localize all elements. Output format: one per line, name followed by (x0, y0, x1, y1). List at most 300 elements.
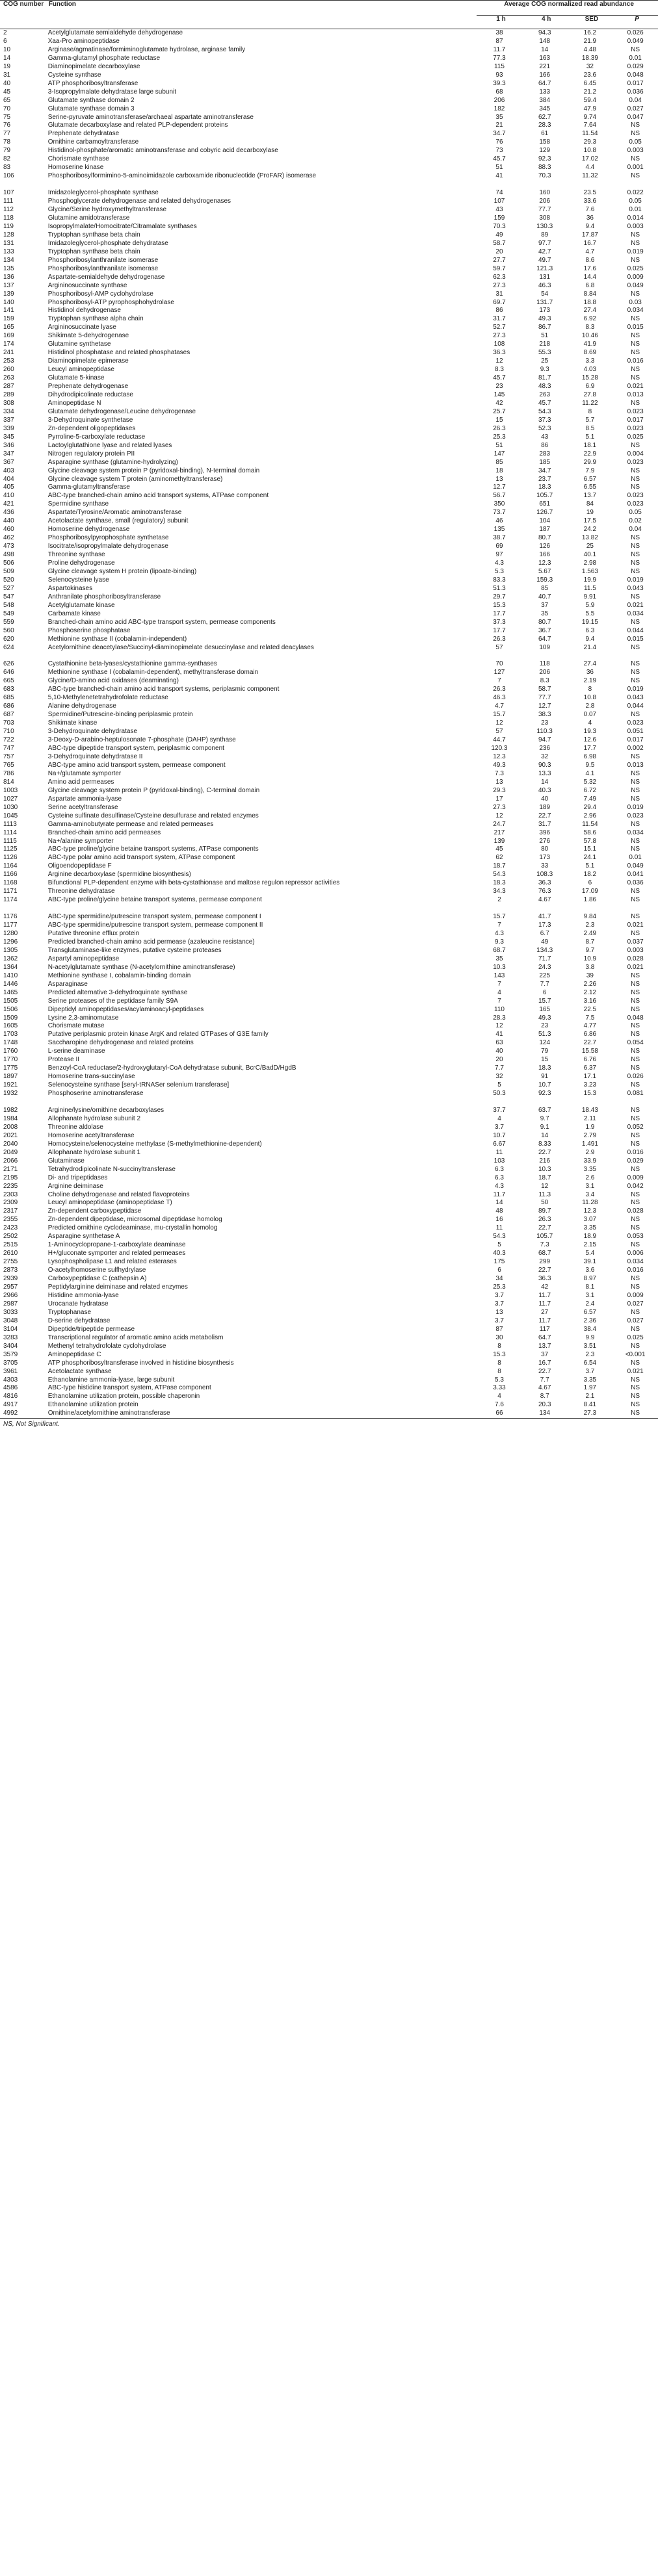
cell-1h: 97 (495, 551, 503, 559)
table-body (0, 29, 658, 1419)
table-row (0, 821, 658, 829)
cell-sed: 3.8 (585, 963, 595, 971)
cell-function: Branched-chain amino acid ABC-type transport system, permease components (47, 618, 276, 626)
cell-function: Acetylglutamate semialdehyde dehydrogenase (47, 29, 183, 36)
cell-function: D-serine dehydratase (47, 1317, 111, 1324)
table-row (0, 610, 658, 619)
cell-p: 0.021 (627, 383, 644, 391)
table-row (0, 644, 658, 661)
cell-function: Homocysteine/selenocysteine methylase (S-methylmethionine-dependent) (47, 1140, 262, 1148)
cell-sed: 2.36 (583, 1317, 597, 1324)
cell-4h: 13.3 (538, 769, 551, 777)
table-row (0, 694, 658, 702)
cell-function: Histidinol dehydrogenase (47, 307, 121, 315)
cell-4h: 89.7 (538, 1207, 551, 1215)
cell-cog: 722 (3, 736, 14, 744)
cell-cog: 334 (3, 407, 14, 415)
cell-4h: 131 (539, 273, 551, 281)
cell-function: ABC-type spermidine/putrescine transport system, permease component I (47, 913, 261, 921)
table-row (0, 1166, 658, 1174)
table-row (0, 711, 658, 719)
cell-p: NS (631, 997, 640, 1005)
cell-cog: 2423 (3, 1224, 18, 1232)
table-row (0, 745, 658, 753)
cell-1h: 350 (494, 500, 505, 508)
cell-sed: 2.3 (585, 1350, 595, 1358)
cell-function: Phosphoribosyl-AMP cyclohydrolase (47, 290, 153, 298)
cell-1h: 43 (495, 206, 503, 214)
table-row (0, 947, 658, 955)
table-row (0, 231, 658, 240)
cell-1h: 44.7 (493, 736, 506, 744)
cell-4h: 345 (539, 105, 551, 112)
cell-p: 0.004 (627, 450, 644, 457)
cell-4h: 20.3 (538, 1401, 551, 1409)
cell-1h: 63 (495, 1039, 503, 1047)
cell-1h: 35 (495, 955, 503, 962)
cell-4h: 49 (541, 938, 549, 946)
table-row (0, 1224, 658, 1233)
cell-p: 0.052 (627, 1123, 644, 1131)
table-row (0, 1081, 658, 1090)
cell-4h: 12.7 (538, 702, 551, 710)
cell-function: Glycine cleavage system protein P (pyridoxal-binding), N-terminal domain (47, 467, 260, 474)
cell-cog: 10 (3, 45, 11, 53)
cell-cog: 308 (3, 399, 14, 407)
cell-cog: 527 (3, 584, 14, 592)
cell-p: NS (631, 568, 640, 575)
cell-4h: 12.3 (538, 560, 551, 567)
table-row (0, 1149, 658, 1157)
cell-4h: 24.3 (538, 963, 551, 971)
cell-cog: 1177 (3, 921, 18, 929)
cell-p: 0.021 (627, 1367, 644, 1375)
cell-4h: 14 (541, 45, 549, 53)
cell-4h: 50 (541, 1199, 549, 1207)
cell-cog: 626 (3, 660, 14, 668)
cell-1h: 48 (495, 1207, 503, 1215)
cell-cog: 367 (3, 458, 14, 466)
cell-p: 0.021 (627, 963, 644, 971)
table-row (0, 417, 658, 425)
cell-p: 0.016 (627, 1267, 644, 1274)
cell-function: Methenyl tetrahydrofolate cyclohydrolase (47, 1342, 166, 1350)
cell-cog: 665 (3, 677, 14, 685)
cell-1h: 27.3 (493, 803, 506, 811)
cell-p: NS (631, 332, 640, 340)
table-row (0, 593, 658, 602)
table-row (0, 1241, 658, 1250)
cell-4h: 51 (541, 332, 549, 340)
cell-p: NS (631, 837, 640, 845)
cell-function: Aminopeptidase C (47, 1350, 101, 1358)
cell-cog: 436 (3, 509, 14, 517)
cell-1h: 38 (495, 29, 503, 36)
cell-sed: 6.57 (583, 475, 597, 483)
cell-p: 0.023 (627, 500, 644, 508)
cell-sed: 19.15 (581, 618, 598, 626)
cell-function: Arginase/agmatinase/formiminoglutamate hydrolase, arginase family (47, 45, 246, 53)
cell-cog: 2309 (3, 1199, 18, 1207)
cell-sed: 6 (588, 879, 592, 887)
cell-sed: 6.54 (583, 1359, 597, 1367)
cell-1h: 38.7 (493, 534, 506, 542)
cell-cog: 174 (3, 341, 14, 348)
cell-4h: 9.7 (540, 1114, 549, 1122)
cell-p: 0.014 (627, 214, 644, 222)
cell-sed: 6.9 (585, 383, 595, 391)
cell-1h: 8 (497, 1359, 501, 1367)
cell-4h: 64.7 (538, 635, 551, 643)
cell-4h: 22.7 (538, 1224, 551, 1232)
cell-cog: 40 (3, 79, 11, 87)
table-row (0, 492, 658, 500)
cell-cog: 1030 (3, 803, 18, 811)
cell-4h: 76.3 (538, 888, 551, 895)
cell-p: NS (631, 820, 640, 828)
cell-1h: 73 (495, 147, 503, 155)
table-row (0, 408, 658, 417)
cell-cog: 1506 (3, 1005, 18, 1013)
table-row (0, 1115, 658, 1124)
cell-sed: 27.8 (583, 391, 597, 398)
cell-sed: 8.84 (583, 290, 597, 298)
cell-cog: 345 (3, 433, 14, 441)
table-row (0, 568, 658, 576)
cell-4h: 134.3 (536, 946, 553, 954)
cell-cog: 140 (3, 298, 14, 306)
cell-1h: 86 (495, 307, 503, 315)
header-cog-number: COG number (3, 1, 44, 8)
cell-function: Imidazoleglycerol-phosphate synthase (47, 189, 159, 197)
cell-4h: 40 (541, 795, 549, 803)
cell-function: Tryptophanase (47, 1308, 92, 1316)
cell-sed: 3.23 (583, 1081, 597, 1089)
cell-sed: 11.54 (582, 130, 598, 138)
cell-4h: 77.7 (538, 206, 551, 214)
cell-1h: 11.7 (493, 1191, 506, 1198)
cell-sed: 6.55 (583, 483, 597, 491)
cell-cog: 2195 (3, 1174, 18, 1181)
cell-cog: 509 (3, 568, 14, 575)
cell-p: NS (631, 1048, 640, 1055)
table-row (0, 450, 658, 459)
cell-p: NS (631, 1140, 640, 1148)
cell-4h: 81.7 (538, 374, 551, 382)
cell-cog: 65 (3, 96, 11, 104)
cell-cog: 2235 (3, 1182, 18, 1190)
cell-function: ABC-type dipeptide transport system, periplasmic component (47, 745, 224, 753)
table-row (0, 543, 658, 551)
cell-1h: 41 (495, 172, 503, 180)
cell-1h: 9.3 (495, 938, 504, 946)
cell-1h: 11 (495, 1148, 503, 1156)
cell-sed: 9.84 (583, 913, 597, 921)
cell-function: Glutamate decarboxylase and related PLP-dependent proteins (47, 122, 228, 129)
cell-sed: 33.9 (583, 1157, 597, 1165)
cell-function: Glutamine amidotransferase (47, 214, 130, 222)
cell-1h: 5.3 (495, 1376, 504, 1384)
cell-1h: 5 (497, 1241, 501, 1249)
cell-1h: 35 (495, 113, 503, 121)
cell-sed: 5.32 (583, 778, 597, 786)
cell-function: Asparagine synthetase A (47, 1233, 120, 1241)
cell-function: Shikimate 5-dehydrogenase (47, 332, 129, 340)
cell-4h: 126 (539, 543, 551, 550)
cell-cog: 1114 (3, 829, 17, 836)
cell-4h: 126.7 (536, 509, 553, 517)
table-row (0, 105, 658, 114)
cell-function: Diaminopimelate epimerase (47, 357, 129, 365)
cell-cog: 2939 (3, 1275, 18, 1283)
cell-4h: 88.3 (538, 164, 551, 172)
cell-sed: 22.5 (583, 1005, 597, 1013)
cell-cog: 1176 (3, 913, 18, 921)
table-row (0, 913, 658, 921)
cell-1h: 62.3 (493, 273, 506, 281)
table-row (0, 290, 658, 299)
table-row (0, 1368, 658, 1376)
cell-p: 0.023 (627, 458, 644, 466)
cell-sed: 3.35 (583, 1376, 597, 1384)
table-row (0, 315, 658, 324)
table-row (0, 854, 658, 862)
cell-p: 0.003 (627, 946, 644, 954)
cell-sed: 38.4 (583, 1325, 597, 1333)
cell-function: Gamma-glutamyltransferase (47, 483, 130, 491)
cell-1h: 4.3 (495, 1182, 504, 1190)
cell-p: NS (631, 769, 640, 777)
table-row (0, 1258, 658, 1267)
cell-1h: 7 (497, 677, 501, 685)
cell-cog: 136 (3, 273, 14, 281)
cell-1h: 40.3 (493, 1250, 506, 1257)
cell-p: NS (631, 929, 640, 937)
table-row (0, 1090, 658, 1107)
cell-p: NS (631, 795, 640, 803)
cell-sed: 9.5 (585, 761, 595, 769)
cell-sed: 5.1 (585, 433, 595, 441)
cell-cog: 289 (3, 391, 14, 398)
table-row (0, 425, 658, 433)
cell-4h: 7.3 (540, 1241, 549, 1249)
cell-p: 0.017 (627, 416, 644, 424)
table-row (0, 1326, 658, 1334)
table-row (0, 509, 658, 517)
table-row (0, 138, 658, 147)
cell-4h: 14 (541, 1131, 549, 1139)
table-row (0, 206, 658, 214)
cell-4h: 121.3 (536, 264, 553, 272)
cell-cog: 118 (3, 214, 14, 222)
cell-cog: 2755 (3, 1258, 18, 1266)
cell-sed: 21.9 (583, 37, 597, 45)
cell-1h: 31.7 (493, 315, 506, 323)
cell-sed: 3.35 (583, 1224, 597, 1232)
cell-function: Putative periplasmic protein kinase ArgK and related GTPases of G3E family (47, 1031, 269, 1038)
cell-sed: 59.4 (583, 96, 597, 104)
cell-cog: 107 (3, 189, 14, 197)
cell-1h: 127 (494, 669, 505, 676)
table-row (0, 147, 658, 155)
cell-p: 0.048 (627, 71, 644, 79)
cell-1h: 108 (494, 341, 505, 348)
cell-p: NS (631, 845, 640, 853)
cell-function: ATP phosphoribosyltransferase involved in histidine biosynthesis (47, 1359, 234, 1367)
cell-1h: 49 (495, 231, 503, 238)
cell-cog: 4816 (3, 1393, 18, 1400)
cell-cog: 687 (3, 711, 14, 719)
cell-4h: 166 (539, 551, 551, 559)
cell-p: 0.023 (627, 812, 644, 819)
cell-p: NS (631, 1005, 640, 1013)
cell-4h: 40.7 (538, 593, 551, 600)
cell-cog: 112 (3, 206, 14, 214)
cell-p: NS (631, 122, 640, 129)
cell-cog: 1775 (3, 1064, 18, 1072)
cell-cog: 473 (3, 543, 14, 550)
cell-function: Phosphoribosylanthranilate isomerase (47, 264, 159, 272)
cell-cog: 1115 (3, 837, 17, 845)
cell-4h: 35 (541, 610, 549, 617)
cell-p: 0.025 (627, 264, 644, 272)
cell-p: 0.036 (627, 879, 644, 887)
cell-p: NS (631, 711, 640, 719)
cell-p: 0.003 (627, 147, 644, 155)
cell-sed: 18.8 (583, 298, 597, 306)
cell-sed: 4.7 (585, 248, 595, 255)
table-row (0, 164, 658, 172)
cell-sed: 4.03 (583, 366, 597, 374)
cell-function: Peptidylarginine deiminase and related enzymes (47, 1283, 188, 1291)
cell-p: 0.028 (627, 955, 644, 962)
cell-cog: 347 (3, 450, 14, 457)
cell-1h: 115 (494, 62, 505, 70)
cell-4h: 23 (541, 1022, 549, 1030)
cell-cog: 111 (3, 198, 14, 205)
cell-1h: 7 (497, 921, 501, 929)
cell-sed: 9.7 (585, 946, 595, 954)
cell-sed: 11.54 (582, 820, 598, 828)
cell-1h: 49.3 (493, 761, 506, 769)
cell-4h: 14 (541, 778, 549, 786)
cell-function: Serine-pyruvate aminotransferase/archaeal aspartate aminotransferase (47, 113, 254, 121)
cell-1h: 59.7 (493, 264, 506, 272)
cell-function: Chorismate synthase (47, 155, 109, 163)
cell-function: Chorismate mutase (47, 1022, 105, 1030)
cell-p: 0.034 (627, 610, 644, 617)
cell-sed: 11.32 (582, 172, 598, 180)
cell-p: NS (631, 1114, 640, 1122)
cell-function: Glutamine synthetase (47, 341, 111, 348)
cell-4h: 218 (539, 341, 551, 348)
cell-cog: 141 (3, 307, 14, 315)
cell-p: 0.02 (629, 517, 642, 525)
cell-p: NS (631, 315, 640, 323)
cell-1h: 175 (494, 1258, 505, 1266)
cell-function: Carbamate kinase (47, 610, 101, 617)
cell-function: Anthranilate phosphoribosyltransferase (47, 593, 161, 600)
cell-1h: 56.7 (493, 492, 506, 500)
cell-4h: 105.7 (536, 1233, 553, 1241)
cell-function: Oligoendopeptidase F (47, 862, 112, 870)
cell-p: 0.036 (627, 88, 644, 96)
cell-sed: 1.9 (585, 1123, 595, 1131)
cell-1h: 16 (495, 1216, 503, 1224)
cell-1h: 8 (497, 1342, 501, 1350)
cell-cog: 1174 (3, 896, 18, 904)
cell-cog: 1003 (3, 786, 18, 794)
cell-cog: 1364 (3, 963, 18, 971)
cell-function: Nitrogen regulatory protein PII (47, 450, 135, 457)
cell-4h: 15 (541, 1056, 549, 1064)
table-row (0, 122, 658, 130)
table-row (0, 274, 658, 282)
cell-function: Amino acid permeases (47, 778, 114, 786)
table-row (0, 46, 658, 55)
cell-1h: 54.3 (493, 871, 506, 879)
cell-1h: 5 (497, 1081, 501, 1089)
cell-cog: 1748 (3, 1039, 18, 1047)
cell-cog: 4586 (3, 1384, 18, 1392)
cell-function: Proline dehydrogenase (47, 560, 115, 567)
cell-function: Homoserine acetyltransferase (47, 1131, 135, 1139)
cell-sed: 10.46 (581, 332, 598, 340)
table-row (0, 476, 658, 484)
cell-4h: 651 (539, 500, 551, 508)
cell-cog: 2515 (3, 1241, 18, 1249)
cell-p: NS (631, 778, 640, 786)
cell-cog: 1171 (3, 888, 18, 895)
cell-cog: 14 (3, 54, 11, 62)
table-row (0, 879, 658, 888)
table-row (0, 1048, 658, 1056)
cell-p: 0.021 (627, 921, 644, 929)
table-row (0, 1107, 658, 1115)
cell-function: Glutamate synthase domain 2 (47, 96, 135, 104)
cell-1h: 66 (477, 1410, 522, 1418)
cell-1h: 159 (494, 214, 505, 222)
cell-1h: 12 (495, 812, 503, 819)
cell-1h: 68.7 (493, 946, 506, 954)
cell-cog: 346 (3, 441, 14, 449)
cell-sed: 16.7 (583, 239, 597, 247)
cell-p: NS (612, 1410, 658, 1418)
cell-1h: 10.7 (493, 1131, 506, 1139)
table-row (0, 257, 658, 265)
table-row (0, 719, 658, 728)
cell-p: NS (631, 1308, 640, 1316)
cell-sed: 3.1 (585, 1291, 595, 1299)
cell-cog: 78 (3, 138, 11, 146)
cell-4h: 10.3 (538, 1165, 551, 1173)
cell-function: Isopropylmalate/Homocitrate/Citramalate synthases (47, 222, 197, 230)
cell-4h: 36.3 (538, 879, 551, 887)
cell-cog: 405 (3, 483, 14, 491)
cell-function: Na+/alanine symporter (47, 837, 114, 845)
cell-function: Glutamate synthase domain 3 (47, 105, 135, 112)
table-row (0, 1376, 658, 1385)
cell-p: NS (631, 341, 640, 348)
cell-p: 0.025 (627, 1333, 644, 1341)
cell-1h: 70 (495, 660, 503, 668)
cell-sed: 6.76 (583, 1056, 597, 1064)
cell-sed: 8.5 (585, 424, 595, 432)
cell-sed: 8.7 (585, 938, 595, 946)
cell-cog: 165 (3, 324, 14, 331)
cell-1h: 4.3 (495, 560, 504, 567)
table-row (0, 198, 658, 206)
